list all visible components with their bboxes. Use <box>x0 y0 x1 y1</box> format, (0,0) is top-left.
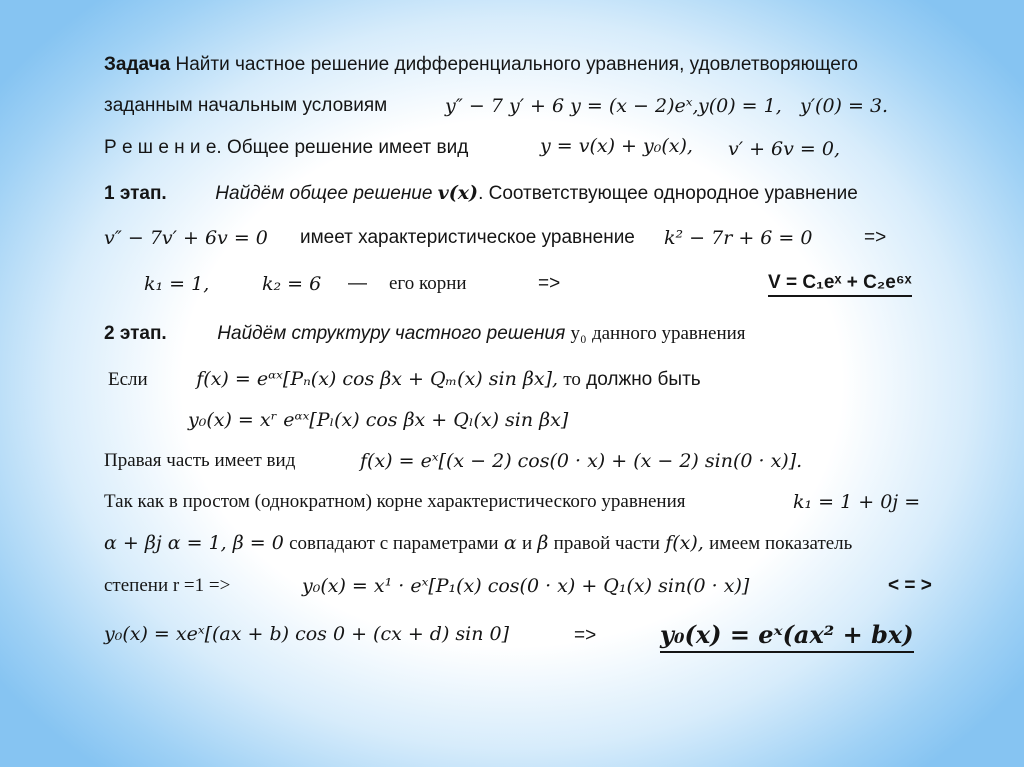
stage2-and: и <box>521 533 533 554</box>
stage2-if: Если <box>108 369 148 390</box>
stage2-alpha: α <box>503 532 517 554</box>
stage2-y0-full: y₀(x) = x¹ · eˣ[P₁(x) cos(0 · x) + Q₁(x) sin(0 · x)] <box>302 575 750 597</box>
stage1-dash: — <box>348 273 367 294</box>
solution-formula: y = v(x) + y₀(x), <box>540 135 693 157</box>
stage2-equiv: < = > <box>888 575 932 596</box>
stage2-y0: y₀ <box>570 323 587 344</box>
task-text-2: заданным начальным условиям <box>104 95 388 116</box>
stage2-final <box>660 620 914 650</box>
stage2-italic: Найдём структуру частного решения <box>217 323 566 344</box>
stage1-line <box>104 181 858 206</box>
stage1-italic: Найдём общее решение <box>215 183 433 204</box>
stage2-rest: данного уравнения <box>591 323 746 344</box>
stage1-arrow: => <box>864 227 887 248</box>
stage1-result-text: V = C₁eˣ + C₂e⁶ˣ <box>768 272 912 297</box>
stage2-final-text: y₀(x) = eˣ(ax² + bx) <box>660 620 914 653</box>
stage1-homogeneous-eq: v″ − 7v′ + 6v = 0 <box>104 227 268 249</box>
stage1-roots: его корни <box>389 273 467 294</box>
stage2-right-part: Правая часть имеет вид <box>104 450 296 471</box>
stage2-f: f(x), <box>665 532 704 554</box>
stage2-beta: β <box>537 532 549 554</box>
stage2-y0-expand: y₀(x) = xeˣ[(ax + b) cos 0 + (cx + d) sin 0] <box>104 623 510 645</box>
stage2-degree: степени r =1 => <box>104 575 231 596</box>
stage1-k1: k₁ = 1, <box>144 273 210 295</box>
stage1-var: v(x) <box>437 182 479 204</box>
stage2-right-formula: f(x) = eˣ[(x − 2) cos(0 · x) + (x − 2) sin(0 · x)]. <box>360 450 803 472</box>
stage2-alpha-line <box>104 531 852 556</box>
stage2-k1j: k₁ = 1 + 0j = <box>793 491 921 513</box>
solution-formula-2: v′ + 6v = 0, <box>728 138 840 160</box>
task-conditions-line <box>104 94 387 118</box>
stage2-right: правой части <box>553 533 660 554</box>
stage2-y0x: y₀(x) = xʳ eᵅˣ[Pₗ(x) cos βx + Qₗ(x) sin βx] <box>188 409 569 431</box>
stage2-coincide: совпадают с параметрами <box>289 533 499 554</box>
stage2-arrow-3: => <box>574 625 597 646</box>
stage1-title: 1 этап. <box>104 183 167 204</box>
task-label: Задача <box>104 54 171 75</box>
stage1-k2: k₂ = 6 <box>262 273 322 295</box>
solution-label: Р е ш е н и е. Общее решение имеет вид <box>104 137 469 158</box>
stage1-arrow-2: => <box>538 273 561 294</box>
task-heading-line <box>104 53 858 77</box>
stage1-char-eq: k² − 7r + 6 = 0 <box>664 227 813 249</box>
stage2-alpha-eq: α + βj α = 1, β = 0 <box>104 532 284 554</box>
task-equation: y″ − 7 y′ + 6 y = (x − 2)eˣ, <box>445 95 699 117</box>
stage2-title: 2 этап. <box>104 323 167 344</box>
stage2-must: должно быть <box>586 369 701 390</box>
stage1-rest: . Соответствующее однородное уравнение <box>478 183 858 204</box>
task-condition-1: y(0) = 1, <box>698 95 782 117</box>
stage2-fx: f(x) = eᵅˣ[Pₙ(x) cos βx + Qₘ(x) sin βx], <box>196 368 559 390</box>
task-text: Найти частное решение дифференциального уравнения, удовлетворяющего <box>175 54 858 75</box>
stage1-result <box>768 271 912 295</box>
task-condition-2: y′(0) = 3. <box>800 95 889 117</box>
stage2-line <box>104 322 746 346</box>
stage2-exponent: имеем показатель <box>709 533 853 554</box>
stage2-then: то <box>563 369 581 390</box>
stage2-since: Так как в простом (однократном) корне характеристического уравнения <box>104 491 686 512</box>
stage1-eq-text: имеет характеристическое уравнение <box>300 227 635 248</box>
stage2-if-line <box>108 367 701 392</box>
